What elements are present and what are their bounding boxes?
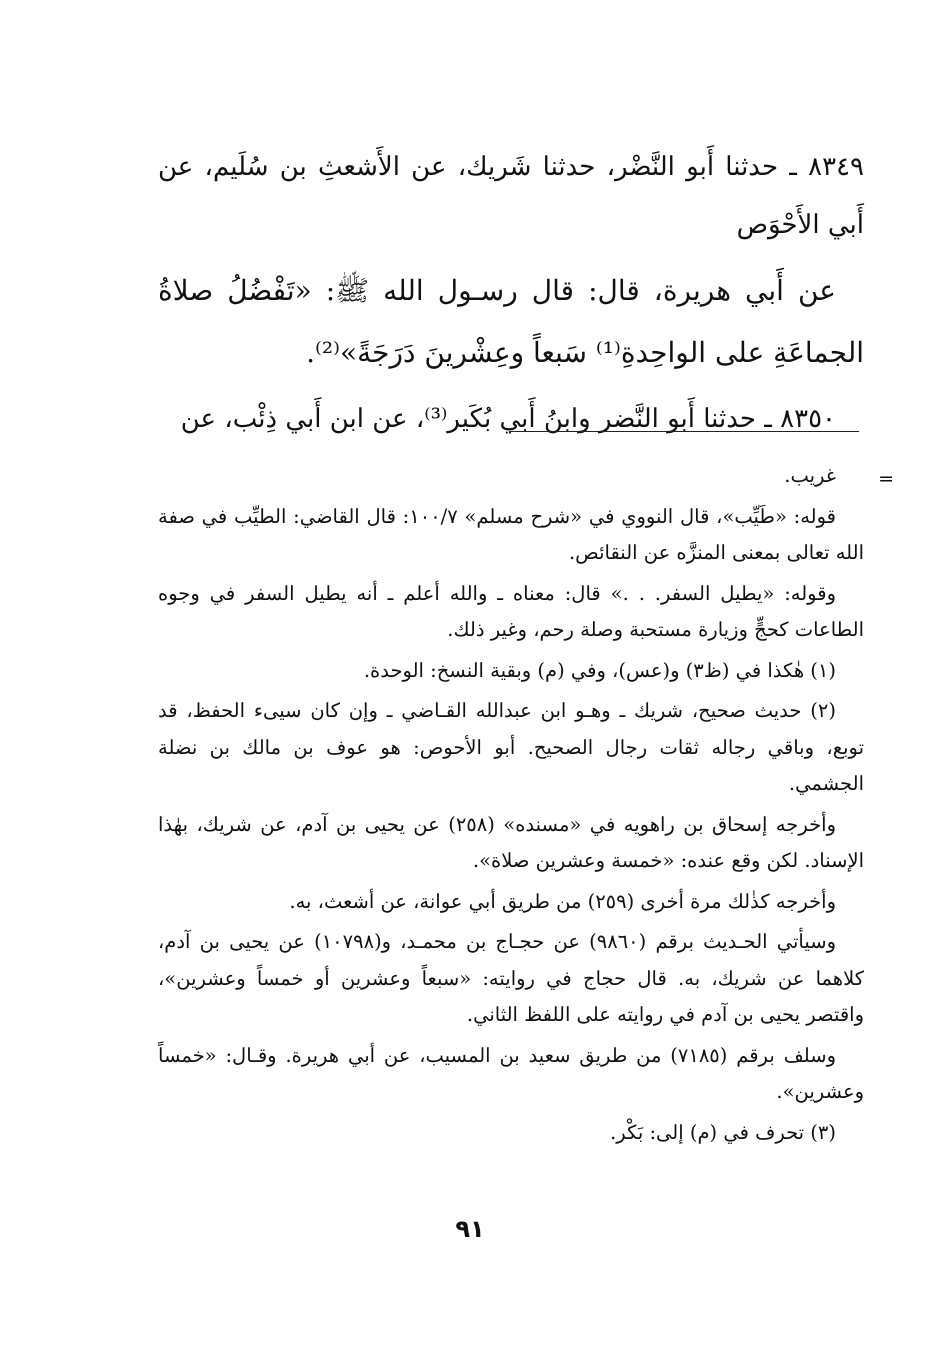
main-text [158,138,864,448]
footnote-2: (٢) حديث صحيح، شريك ـ وهـو ابن عبدالله القـاضي ـ وإن كان سيىء الحفظ، قد توبع، وباقي رجاله ثقات رجال الصحيح. أبو الأحوص: هو عوف بن مالك بن نضلة الجشمي. [158,699,864,795]
hadith-8349-isnad: ٨٣٤٩ ـ حدثنا أَبو النَّضْر، حدثنا شَريك، عن الأَشعثِ بن سُلَيم، عن أَبي الأَحْوَص [158,152,864,240]
footnote-2-abu-awana: وأخرجه كذٰلك مرة أخرى (٢٥٩) من طريق أبي عوانة، عن أشعث، به. [289,889,836,913]
footnote-1: (١) هٰكذا في (ظ٣) و(عس)، وفي (م) وبقية النسخ: الوحدة. [363,658,836,682]
hadith-8350-isnad: ٨٣٥٠ ـ حدثنا أَبو النَّضر وابنُ أَبي بُكَير⁽³⁾، عن ابن أَبي ذِئْب، عن [180,404,836,434]
hadith-8349-matn: عن أَبي هريرة، قال: قال رسـول الله ﷺ: «تَفْضُلُ صلاةُ الجماعَةِ على الواحِدةِ⁽¹⁾ سَبعاً وعِشْرينَ دَرَجَةً»⁽²⁾. [158,274,864,369]
page-number: ٩١ [455,1215,485,1243]
footnotes [158,458,864,1155]
footnote-2-ishaq: وأخرجه إسحاق بن راهويه في «مسنده» (٢٥٨) عن يحيى بن آدم، عن شريك، بهٰذا الإسناد. لكن وقع عنده: «خمسة وعشرين صلاة». [158,812,864,872]
continuation-marker: = [878,468,894,490]
footnote-yutil: وقوله: «يطيل السفر. . .» قال: معناه ـ والله أعلم ـ أنه يطيل السفر في وجوه الطاعات كحجٍّ وزيارة مستحبة وصلة رحم، وغير ذلك. [158,581,864,641]
page-body [158,138,894,1144]
footnote-2-salaf: وسلف برقم (٧١٨٥) من طريق سعيد بن المسيب، عن أبي هريرة. وقـال: «خمساً وعشرين». [158,1043,864,1103]
footnote-continued-line: غريب. [784,464,836,487]
footnote-tayyib: قوله: «طَيِّب»، قال النووي في «شرح مسلم» ١٠٠/٧: قال القاضي: الطيِّب في صفة الله تعالى بمعنى المنزَّه عن النقائص. [158,504,864,564]
footnote-3: (٣) تحرف في (م) إلى: بَكْر. [610,1120,836,1144]
footnote-divider [509,431,859,432]
footnote-2-sayati: وسيأتي الحـديث برقم (٩٨٦٠) عن حجـاج بن محمـد، و(١٠٧٩٨) عن يحيى بن آدم، كلاهما عن شريك، به. قال حجاج في روايته: «سبعاً وعشرين أو خمساً وعشرين»، واقتصر يحيى بن آدم في روايته على اللفظ الثاني. [158,930,864,1026]
